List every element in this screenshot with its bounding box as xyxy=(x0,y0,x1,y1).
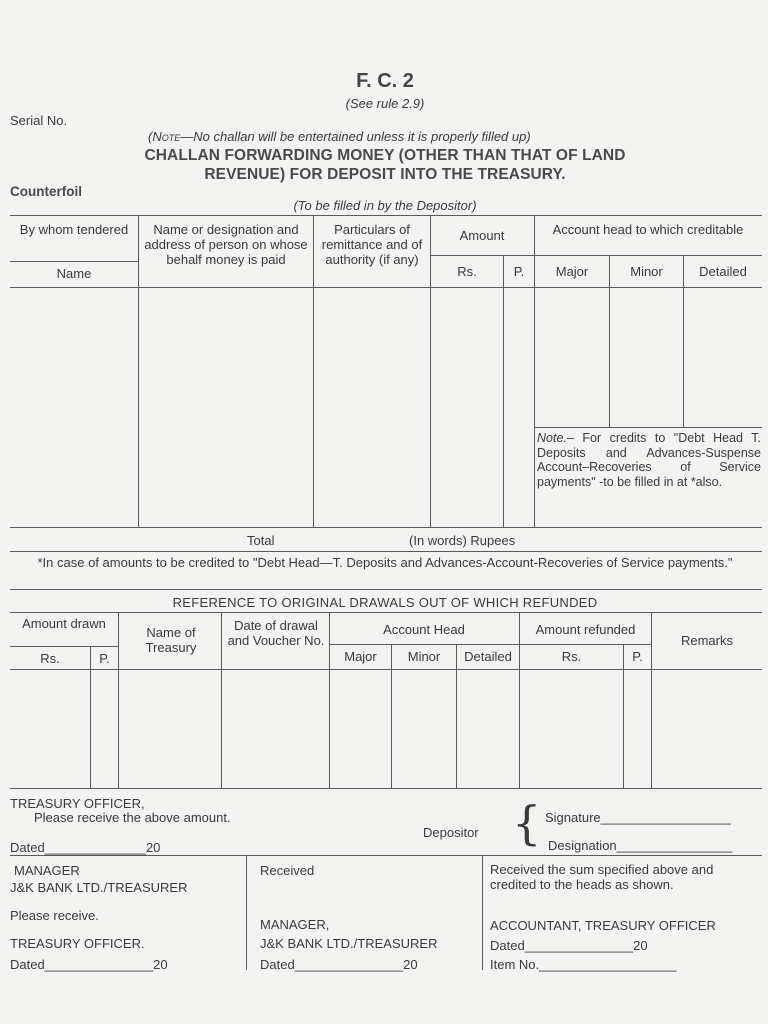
signature-label: Signature__________________ xyxy=(545,810,731,825)
treasury-officer-label: TREASURY OFFICER, xyxy=(10,796,145,811)
name-treasury-header: Name of Treasury xyxy=(145,625,197,655)
designation-label: Designation________________ xyxy=(548,838,733,853)
amount-refunded-header: Amount refunded xyxy=(535,622,636,637)
refunded-rs-header: Rs. xyxy=(561,649,582,664)
please-receive-text: Please receive the above amount. xyxy=(34,810,231,825)
credit-note xyxy=(537,431,761,489)
name-designation-header: Name or designation and address of person on whose behalf money is paid xyxy=(144,222,308,267)
rs-header: Rs. xyxy=(457,264,477,279)
received-sum-text: Received the sum specified above and credited to the heads as shown. xyxy=(490,862,714,892)
major2-header: Major xyxy=(344,649,377,664)
title-line-2: REVENUE) FOR DEPOSIT INTO THE TREASURY. xyxy=(204,166,566,183)
detailed2-header: Detailed xyxy=(464,649,512,664)
note-open: ( xyxy=(148,129,153,144)
credit-note-label: Note.– xyxy=(537,431,574,445)
treasury-officer-2: TREASURY OFFICER. xyxy=(10,936,145,951)
remarks-header: Remarks xyxy=(680,633,733,648)
note-label: Note xyxy=(152,129,181,144)
credit-note-text: For credits to "Debt Head T. Deposits and Advances-Suspense Account–Recoveries of Service payments" -to be filled in at *also. xyxy=(537,431,761,489)
note-text: —No challan will be entertained unless it is properly filled up) xyxy=(180,129,531,144)
refunded-p-header: P. xyxy=(632,649,643,664)
drawn-rs-header: Rs. xyxy=(40,651,60,666)
amount-drawn-header: Amount drawn xyxy=(22,616,106,631)
footnote: *In case of amounts to be credited to "Debt Head—T. Deposits and Advances-Account-Recoveries of Service payments." xyxy=(37,555,733,570)
date-drawal-header: Date of drawal and Voucher No. xyxy=(227,618,325,648)
dated-label-2: Dated_______________20 xyxy=(10,957,168,972)
by-whom-header: By whom tendered xyxy=(19,222,129,237)
manager-2-label: MANAGER, xyxy=(260,917,330,932)
p-header: P. xyxy=(513,264,525,279)
counterfoil-label: Counterfoil xyxy=(10,184,82,199)
rule-reference: (See rule 2.9) xyxy=(345,96,425,111)
account-head2-header: Account Head xyxy=(383,622,465,637)
received-label: Received xyxy=(260,863,315,878)
item-no-label: Item No.___________________ xyxy=(490,957,677,972)
dated-label-3: Dated_______________20 xyxy=(260,957,418,972)
accountant-label: ACCOUNTANT, TREASURY OFFICER xyxy=(490,918,716,933)
detailed-header: Detailed xyxy=(699,264,747,279)
brace-icon: { xyxy=(512,796,542,850)
filled-by-note: (To be filled in by the Depositor) xyxy=(293,198,477,213)
depositor-label: Depositor xyxy=(423,825,479,840)
name-header: Name xyxy=(56,266,92,281)
major-header: Major xyxy=(555,264,589,279)
minor-header: Minor xyxy=(630,264,663,279)
total-label: Total xyxy=(247,533,275,548)
drawn-p-header: P. xyxy=(99,651,110,666)
minor2-header: Minor xyxy=(407,649,441,664)
dated-label-1: Dated______________20 xyxy=(10,840,161,855)
serial-number-label: Serial No. xyxy=(10,113,68,128)
bank-label: J&K BANK LTD./TREASURER xyxy=(10,880,188,895)
note-line xyxy=(148,129,668,144)
bank-2-label: J&K BANK LTD./TREASURER xyxy=(260,936,438,951)
amount-header: Amount xyxy=(459,228,505,243)
manager-label: MANAGER xyxy=(14,863,80,878)
particulars-header: Particulars of remittance and of authority (if any) xyxy=(321,222,423,267)
please-receive-2: Please receive. xyxy=(10,908,99,923)
dated-label-4: Dated_______________20 xyxy=(490,938,648,953)
refund-table-title: REFERENCE TO ORIGINAL DRAWALS OUT OF WHICH REFUNDED xyxy=(172,595,598,610)
in-words-label: (In words) Rupees xyxy=(409,533,516,548)
account-head-header: Account head to which creditable xyxy=(552,222,744,237)
form-code: F. C. 2 xyxy=(356,70,414,92)
title-line-1: CHALLAN FORWARDING MONEY (OTHER THAN THAT OF LAND xyxy=(144,147,626,164)
